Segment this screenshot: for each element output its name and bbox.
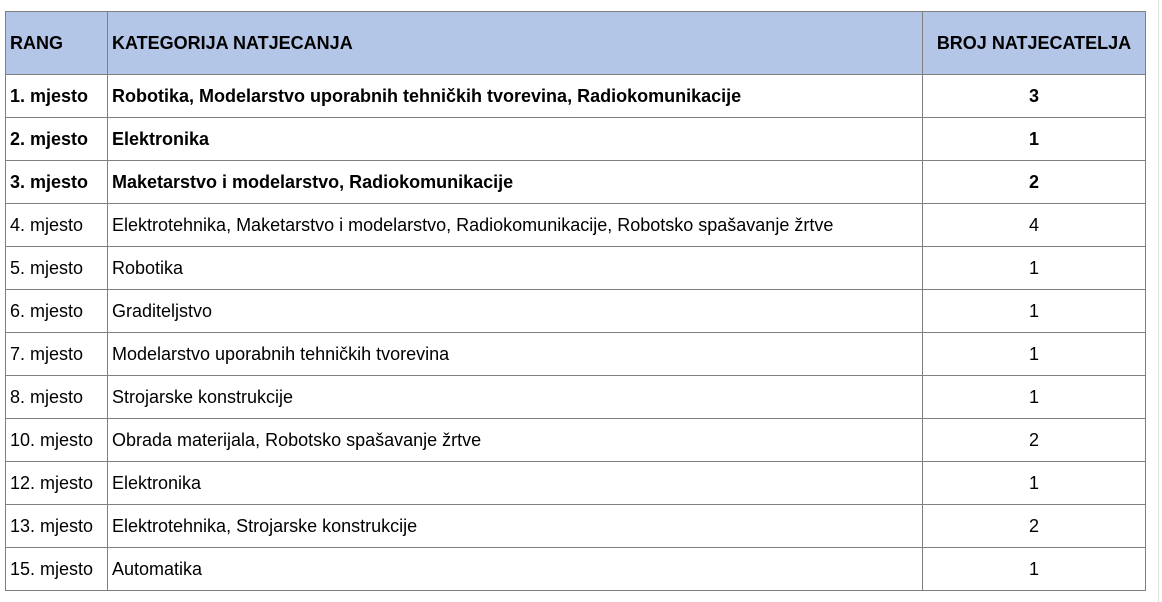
category-cell[interactable]: Elektrotehnika, Maketarstvo i modelarstvo, Radiokomunikacije, Robotsko spašavanje žrtve bbox=[108, 204, 923, 247]
category-cell[interactable]: Strojarske konstrukcije bbox=[108, 376, 923, 419]
count-cell[interactable]: 4 bbox=[923, 204, 1146, 247]
table-row bbox=[6, 333, 1146, 376]
rank-cell[interactable]: 15. mjesto bbox=[6, 548, 108, 591]
rank-cell[interactable]: 12. mjesto bbox=[6, 462, 108, 505]
category-cell[interactable]: Maketarstvo i modelarstvo, Radiokomunikacije bbox=[108, 161, 923, 204]
category-cell[interactable]: Automatika bbox=[108, 548, 923, 591]
count-cell[interactable]: 2 bbox=[923, 419, 1146, 462]
table-row bbox=[6, 75, 1146, 118]
table-row bbox=[6, 161, 1146, 204]
header-category[interactable]: KATEGORIJA NATJECANJA bbox=[108, 12, 923, 75]
table-header-row bbox=[6, 12, 1146, 75]
rank-cell[interactable]: 3. mjesto bbox=[6, 161, 108, 204]
count-cell[interactable]: 3 bbox=[923, 75, 1146, 118]
table-row bbox=[6, 419, 1146, 462]
category-cell[interactable]: Elektronika bbox=[108, 462, 923, 505]
count-cell[interactable]: 1 bbox=[923, 247, 1146, 290]
count-cell[interactable]: 1 bbox=[923, 548, 1146, 591]
table-row bbox=[6, 462, 1146, 505]
count-cell[interactable]: 2 bbox=[923, 505, 1146, 548]
rank-cell[interactable]: 4. mjesto bbox=[6, 204, 108, 247]
count-cell[interactable]: 1 bbox=[923, 462, 1146, 505]
table-row bbox=[6, 505, 1146, 548]
gridline bbox=[1158, 0, 1159, 602]
count-cell[interactable]: 1 bbox=[923, 118, 1146, 161]
count-cell[interactable]: 1 bbox=[923, 290, 1146, 333]
category-cell[interactable]: Robotika, Modelarstvo uporabnih tehničkih tvorevina, Radiokomunikacije bbox=[108, 75, 923, 118]
table-body bbox=[6, 75, 1146, 591]
table-row bbox=[6, 118, 1146, 161]
rank-cell[interactable]: 5. mjesto bbox=[6, 247, 108, 290]
category-cell[interactable]: Modelarstvo uporabnih tehničkih tvorevina bbox=[108, 333, 923, 376]
category-cell[interactable]: Elektrotehnika, Strojarske konstrukcije bbox=[108, 505, 923, 548]
table-row bbox=[6, 290, 1146, 333]
category-cell[interactable]: Elektronika bbox=[108, 118, 923, 161]
rank-cell[interactable]: 6. mjesto bbox=[6, 290, 108, 333]
header-rank[interactable]: RANG bbox=[6, 12, 108, 75]
competition-results-table bbox=[5, 11, 1146, 591]
table-row bbox=[6, 247, 1146, 290]
count-cell[interactable]: 2 bbox=[923, 161, 1146, 204]
count-cell[interactable]: 1 bbox=[923, 333, 1146, 376]
table-row bbox=[6, 204, 1146, 247]
rank-cell[interactable]: 10. mjesto bbox=[6, 419, 108, 462]
rank-cell[interactable]: 2. mjesto bbox=[6, 118, 108, 161]
table-row bbox=[6, 376, 1146, 419]
rank-cell[interactable]: 8. mjesto bbox=[6, 376, 108, 419]
category-cell[interactable]: Graditeljstvo bbox=[108, 290, 923, 333]
header-count[interactable]: BROJ NATJECATELJA bbox=[923, 12, 1146, 75]
category-cell[interactable]: Robotika bbox=[108, 247, 923, 290]
table-row bbox=[6, 548, 1146, 591]
rank-cell[interactable]: 13. mjesto bbox=[6, 505, 108, 548]
count-cell[interactable]: 1 bbox=[923, 376, 1146, 419]
rank-cell[interactable]: 7. mjesto bbox=[6, 333, 108, 376]
rank-cell[interactable]: 1. mjesto bbox=[6, 75, 108, 118]
category-cell[interactable]: Obrada materijala, Robotsko spašavanje žrtve bbox=[108, 419, 923, 462]
